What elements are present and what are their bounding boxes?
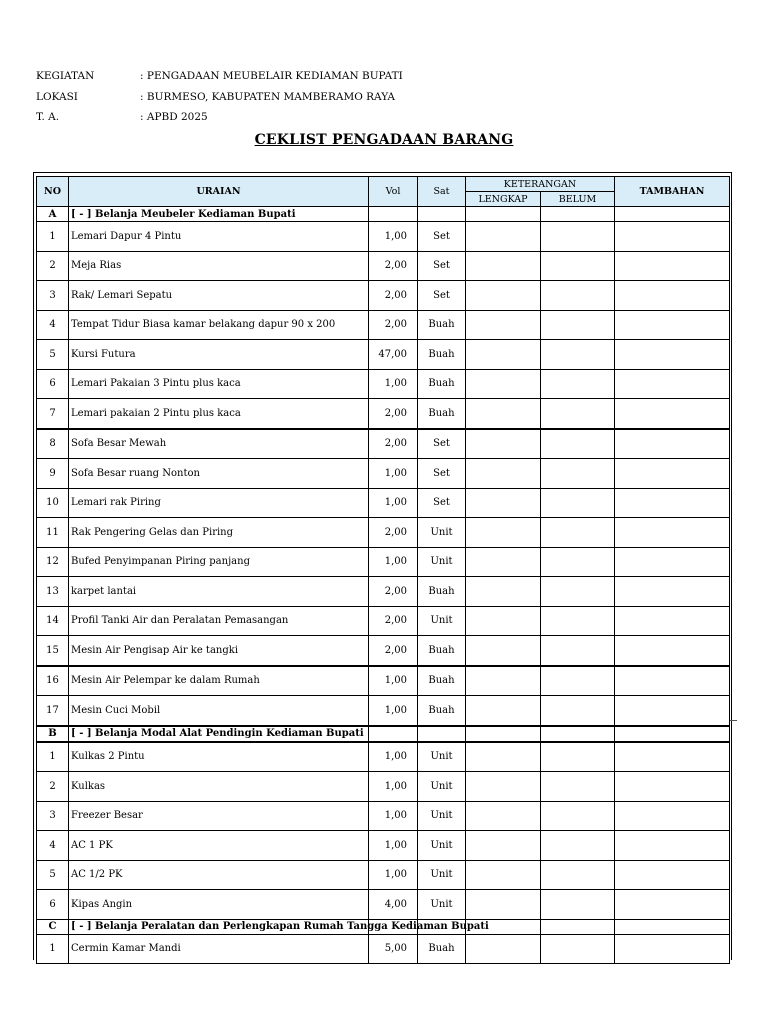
- tambahan-cell[interactable]: [615, 281, 730, 311]
- item-uraian: Lemari rak Piring: [69, 488, 369, 518]
- tambahan-cell[interactable]: [615, 369, 730, 399]
- tambahan-cell[interactable]: [615, 429, 730, 459]
- lengkap-check-cell[interactable]: [466, 742, 541, 772]
- section-empty-cell: [418, 726, 466, 742]
- belum-check-cell[interactable]: [541, 890, 615, 920]
- table-row: [37, 488, 730, 518]
- item-sat: Buah: [418, 340, 466, 370]
- tambahan-cell[interactable]: [615, 696, 730, 726]
- item-vol: 1,00: [369, 860, 418, 890]
- item-uraian: Lemari pakaian 2 Pintu plus kaca: [69, 399, 369, 429]
- item-vol: 1,00: [369, 831, 418, 861]
- section-code: B: [37, 726, 69, 742]
- item-sat: Unit: [418, 518, 466, 548]
- item-no: 1: [37, 934, 69, 964]
- item-vol: 1,00: [369, 547, 418, 577]
- item-uraian: Bufed Penyimpanan Piring panjang: [69, 547, 369, 577]
- item-sat: Unit: [418, 742, 466, 772]
- col-keterangan-header: KETERANGAN: [466, 177, 615, 192]
- item-sat: Set: [418, 251, 466, 281]
- item-vol: 1,00: [369, 801, 418, 831]
- item-uraian: Mesin Cuci Mobil: [69, 696, 369, 726]
- section-empty-cell: [466, 726, 541, 742]
- lokasi-value: : BURMESO, KABUPATEN MAMBERAMO RAYA: [140, 91, 395, 103]
- tambahan-cell[interactable]: [615, 547, 730, 577]
- section-empty-cell: [541, 207, 615, 222]
- item-sat: Unit: [418, 890, 466, 920]
- table-row: [37, 636, 730, 666]
- table-row: [37, 696, 730, 726]
- item-sat: Unit: [418, 831, 466, 861]
- table-row: [37, 606, 730, 636]
- lengkap-check-cell[interactable]: [466, 890, 541, 920]
- belum-check-cell[interactable]: [541, 577, 615, 607]
- item-no: 11: [37, 518, 69, 548]
- item-sat: Buah: [418, 399, 466, 429]
- tambahan-cell[interactable]: [615, 831, 730, 861]
- item-uraian: Freezer Besar: [69, 801, 369, 831]
- item-vol: 2,00: [369, 251, 418, 281]
- item-no: 5: [37, 860, 69, 890]
- section-empty-cell: [369, 726, 418, 742]
- lengkap-check-cell[interactable]: [466, 831, 541, 861]
- lengkap-check-cell[interactable]: [466, 801, 541, 831]
- item-uraian: Sofa Besar Mewah: [69, 429, 369, 459]
- item-no: 2: [37, 251, 69, 281]
- section-title: [ - ] Belanja Modal Alat Pendingin Kediaman Bupati: [69, 726, 369, 742]
- table-row: [37, 281, 730, 311]
- item-no: 2: [37, 772, 69, 802]
- kegiatan-value: : PENGADAAN MEUBELAIR KEDIAMAN BUPATI: [140, 70, 403, 82]
- tambahan-cell[interactable]: [615, 518, 730, 548]
- item-sat: Buah: [418, 577, 466, 607]
- tambahan-cell[interactable]: [615, 772, 730, 802]
- item-no: 3: [37, 801, 69, 831]
- item-sat: Buah: [418, 636, 466, 666]
- belum-check-cell[interactable]: [541, 742, 615, 772]
- lengkap-check-cell[interactable]: [466, 310, 541, 340]
- item-vol: 2,00: [369, 310, 418, 340]
- item-sat: Buah: [418, 666, 466, 696]
- item-uraian: AC 1 PK: [69, 831, 369, 861]
- table-row: [37, 666, 730, 696]
- item-no: 12: [37, 547, 69, 577]
- section-row: [37, 207, 730, 222]
- table-row: [37, 340, 730, 370]
- belum-check-cell[interactable]: [541, 459, 615, 489]
- belum-check-cell[interactable]: [541, 369, 615, 399]
- tambahan-cell[interactable]: [615, 488, 730, 518]
- item-sat: Unit: [418, 860, 466, 890]
- belum-check-cell[interactable]: [541, 281, 615, 311]
- item-sat: Buah: [418, 369, 466, 399]
- lengkap-check-cell[interactable]: [466, 281, 541, 311]
- item-vol: 4,00: [369, 890, 418, 920]
- item-uraian: Meja Rias: [69, 251, 369, 281]
- lengkap-check-cell[interactable]: [466, 222, 541, 252]
- table-row: [37, 801, 730, 831]
- belum-check-cell[interactable]: [541, 666, 615, 696]
- tambahan-cell[interactable]: [615, 890, 730, 920]
- lengkap-check-cell[interactable]: [466, 934, 541, 964]
- item-vol: 2,00: [369, 429, 418, 459]
- item-no: 6: [37, 369, 69, 399]
- item-uraian: Rak Pengering Gelas dan Piring: [69, 518, 369, 548]
- lengkap-check-cell[interactable]: [466, 547, 541, 577]
- item-no: 14: [37, 606, 69, 636]
- item-sat: Set: [418, 488, 466, 518]
- item-no: 4: [37, 310, 69, 340]
- item-sat: Buah: [418, 310, 466, 340]
- tambahan-cell[interactable]: [615, 577, 730, 607]
- table-row: [37, 772, 730, 802]
- item-uraian: Kursi Futura: [69, 340, 369, 370]
- item-no: 10: [37, 488, 69, 518]
- section-row: [37, 726, 730, 742]
- item-no: 17: [37, 696, 69, 726]
- table-row: [37, 547, 730, 577]
- belum-check-cell[interactable]: [541, 429, 615, 459]
- item-no: 13: [37, 577, 69, 607]
- tambahan-cell[interactable]: [615, 636, 730, 666]
- item-vol: 1,00: [369, 742, 418, 772]
- lengkap-check-cell[interactable]: [466, 251, 541, 281]
- item-vol: 2,00: [369, 281, 418, 311]
- table-row: [37, 831, 730, 861]
- lengkap-check-cell[interactable]: [466, 636, 541, 666]
- ta-value: : APBD 2025: [140, 111, 208, 123]
- item-vol: 1,00: [369, 696, 418, 726]
- item-sat: Buah: [418, 934, 466, 964]
- lengkap-check-cell[interactable]: [466, 772, 541, 802]
- item-no: 7: [37, 399, 69, 429]
- col-lengkap-header: LENGKAP: [466, 192, 541, 207]
- table-row: [37, 577, 730, 607]
- item-uraian: Cermin Kamar Mandi: [69, 934, 369, 964]
- lengkap-check-cell[interactable]: [466, 577, 541, 607]
- item-uraian: Rak/ Lemari Sepatu: [69, 281, 369, 311]
- section-empty-cell: [615, 919, 730, 934]
- table-body: [37, 207, 730, 964]
- item-uraian: AC 1/2 PK: [69, 860, 369, 890]
- belum-check-cell[interactable]: [541, 251, 615, 281]
- item-vol: 47,00: [369, 340, 418, 370]
- tambahan-cell[interactable]: [615, 340, 730, 370]
- section-title: [ - ] Belanja Peralatan dan Perlengkapan Rumah Tangga Kediaman Bupati: [69, 919, 369, 934]
- item-sat: Set: [418, 459, 466, 489]
- item-vol: 1,00: [369, 488, 418, 518]
- item-no: 15: [37, 636, 69, 666]
- lengkap-check-cell[interactable]: [466, 860, 541, 890]
- col-tambahan-header: TAMBAHAN: [615, 177, 730, 207]
- tambahan-cell[interactable]: [615, 742, 730, 772]
- item-vol: 1,00: [369, 666, 418, 696]
- belum-check-cell[interactable]: [541, 547, 615, 577]
- item-sat: Set: [418, 281, 466, 311]
- item-vol: 1,00: [369, 772, 418, 802]
- belum-check-cell[interactable]: [541, 222, 615, 252]
- lengkap-check-cell[interactable]: [466, 606, 541, 636]
- tambahan-cell[interactable]: [615, 251, 730, 281]
- item-sat: Set: [418, 222, 466, 252]
- section-empty-cell: [466, 207, 541, 222]
- lengkap-check-cell[interactable]: [466, 369, 541, 399]
- table-header: [37, 177, 730, 207]
- table-row: [37, 369, 730, 399]
- item-no: 6: [37, 890, 69, 920]
- section-code: A: [37, 207, 69, 222]
- item-uraian: Profil Tanki Air dan Peralatan Pemasangan: [69, 606, 369, 636]
- item-vol: 2,00: [369, 606, 418, 636]
- belum-check-cell[interactable]: [541, 310, 615, 340]
- lokasi-label: LOKASI: [36, 91, 78, 103]
- section-empty-cell: [615, 207, 730, 222]
- item-vol: 2,00: [369, 518, 418, 548]
- belum-check-cell[interactable]: [541, 831, 615, 861]
- section-empty-cell: [418, 207, 466, 222]
- belum-check-cell[interactable]: [541, 488, 615, 518]
- page-title: CEKLIST PENGADAAN BARANG: [254, 132, 514, 148]
- col-belum-header: BELUM: [541, 192, 615, 207]
- item-no: 5: [37, 340, 69, 370]
- ta-label: T. A.: [36, 111, 60, 123]
- item-no: 1: [37, 742, 69, 772]
- item-no: 3: [37, 281, 69, 311]
- tambahan-cell[interactable]: [615, 606, 730, 636]
- section-row: [37, 919, 730, 934]
- section-title: [ - ] Belanja Meubeler Kediaman Bupati: [69, 207, 369, 222]
- item-uraian: Mesin Air Pelempar ke dalam Rumah: [69, 666, 369, 696]
- tambahan-cell[interactable]: [615, 860, 730, 890]
- belum-check-cell[interactable]: [541, 860, 615, 890]
- item-sat: Unit: [418, 772, 466, 802]
- belum-check-cell[interactable]: [541, 518, 615, 548]
- kegiatan-label: KEGIATAN: [36, 70, 95, 82]
- item-uraian: Kipas Angin: [69, 890, 369, 920]
- item-sat: Unit: [418, 547, 466, 577]
- lengkap-check-cell[interactable]: [466, 666, 541, 696]
- belum-check-cell[interactable]: [541, 696, 615, 726]
- table-row: [37, 399, 730, 429]
- item-no: 9: [37, 459, 69, 489]
- belum-check-cell[interactable]: [541, 399, 615, 429]
- item-sat: Set: [418, 429, 466, 459]
- col-no-header: NO: [37, 177, 69, 207]
- section-empty-cell: [541, 726, 615, 742]
- item-vol: 1,00: [369, 222, 418, 252]
- belum-check-cell[interactable]: [541, 801, 615, 831]
- lengkap-check-cell[interactable]: [466, 399, 541, 429]
- table-row: [37, 934, 730, 964]
- section-empty-cell: [541, 919, 615, 934]
- lengkap-check-cell[interactable]: [466, 696, 541, 726]
- tambahan-cell[interactable]: [615, 459, 730, 489]
- item-no: 1: [37, 222, 69, 252]
- item-no: 8: [37, 429, 69, 459]
- margin-tick: [729, 720, 737, 721]
- checklist-table: [36, 176, 730, 964]
- item-uraian: karpet lantai: [69, 577, 369, 607]
- col-uraian-header: URAIAN: [69, 177, 369, 207]
- belum-check-cell[interactable]: [541, 340, 615, 370]
- table-row: [37, 742, 730, 772]
- lengkap-check-cell[interactable]: [466, 518, 541, 548]
- section-empty-cell: [369, 207, 418, 222]
- item-uraian: Kulkas: [69, 772, 369, 802]
- table-row: [37, 890, 730, 920]
- item-sat: Buah: [418, 696, 466, 726]
- tambahan-cell[interactable]: [615, 222, 730, 252]
- item-uraian: Sofa Besar ruang Nonton: [69, 459, 369, 489]
- item-uraian: Kulkas 2 Pintu: [69, 742, 369, 772]
- table-row: [37, 222, 730, 252]
- section-empty-cell: [615, 726, 730, 742]
- item-uraian: Lemari Dapur 4 Pintu: [69, 222, 369, 252]
- lengkap-check-cell[interactable]: [466, 488, 541, 518]
- item-no: 16: [37, 666, 69, 696]
- item-vol: 5,00: [369, 934, 418, 964]
- table-row: [37, 429, 730, 459]
- tambahan-cell[interactable]: [615, 310, 730, 340]
- table-row: [37, 310, 730, 340]
- belum-check-cell[interactable]: [541, 772, 615, 802]
- item-uraian: Tempat Tidur Biasa kamar belakang dapur 90 x 200: [69, 310, 369, 340]
- lengkap-check-cell[interactable]: [466, 459, 541, 489]
- table-row: [37, 518, 730, 548]
- table-row: [37, 251, 730, 281]
- item-vol: 1,00: [369, 459, 418, 489]
- table-row: [37, 860, 730, 890]
- item-uraian: Lemari Pakaian 3 Pintu plus kaca: [69, 369, 369, 399]
- belum-check-cell[interactable]: [541, 636, 615, 666]
- item-sat: Unit: [418, 801, 466, 831]
- item-vol: 2,00: [369, 636, 418, 666]
- item-vol: 2,00: [369, 399, 418, 429]
- item-no: 4: [37, 831, 69, 861]
- tambahan-cell[interactable]: [615, 666, 730, 696]
- tambahan-cell[interactable]: [615, 399, 730, 429]
- belum-check-cell[interactable]: [541, 606, 615, 636]
- item-uraian: Mesin Air Pengisap Air ke tangki: [69, 636, 369, 666]
- table-row: [37, 459, 730, 489]
- item-sat: Unit: [418, 606, 466, 636]
- tambahan-cell[interactable]: [615, 934, 730, 964]
- col-vol-header: Vol: [369, 177, 418, 207]
- belum-check-cell[interactable]: [541, 934, 615, 964]
- lengkap-check-cell[interactable]: [466, 429, 541, 459]
- item-vol: 2,00: [369, 577, 418, 607]
- lengkap-check-cell[interactable]: [466, 340, 541, 370]
- tambahan-cell[interactable]: [615, 801, 730, 831]
- col-sat-header: Sat: [418, 177, 466, 207]
- item-vol: 1,00: [369, 369, 418, 399]
- section-code: C: [37, 919, 69, 934]
